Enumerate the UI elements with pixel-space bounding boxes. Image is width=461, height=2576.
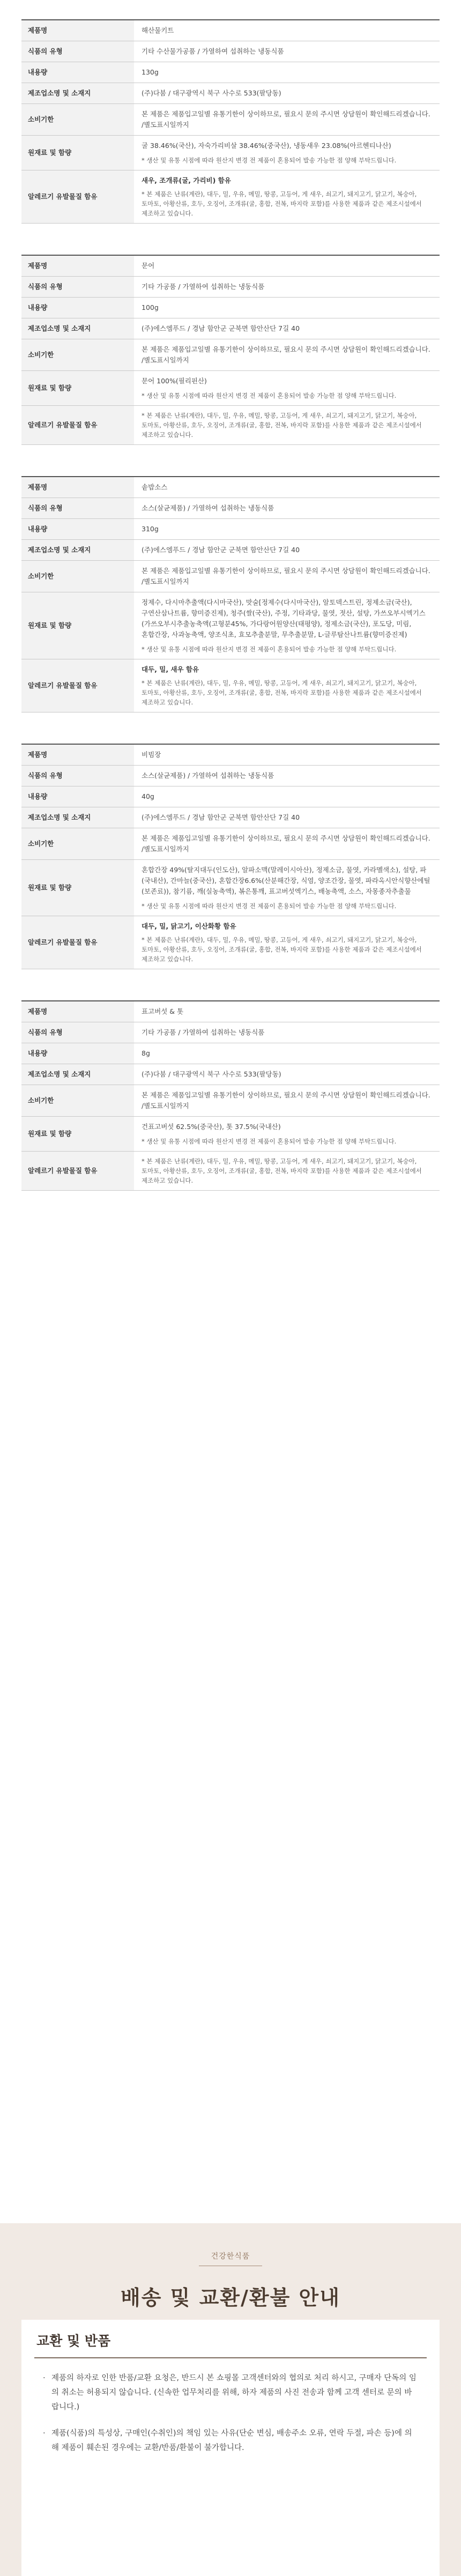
row-value: 해산물키트 bbox=[134, 20, 440, 41]
policy-card bbox=[21, 2320, 440, 2576]
row-label: 제조업소명 및 소재지 bbox=[21, 1064, 134, 1085]
row-label: 제조업소명 및 소재지 bbox=[21, 540, 134, 561]
row-label: 식품의 유형 bbox=[21, 1022, 134, 1043]
row-label: 내용량 bbox=[21, 519, 134, 540]
row-label: 제품명 bbox=[21, 477, 134, 498]
brand-label: 건강한식품 bbox=[211, 2252, 250, 2261]
shipping-policy-section bbox=[0, 2223, 461, 2576]
table-row bbox=[21, 136, 440, 170]
row-value: 310g bbox=[134, 519, 440, 540]
row-value: (주)에스엠푸드 / 경남 함안군 군북면 함안산단 7길 40 bbox=[134, 318, 440, 339]
table-row bbox=[21, 766, 440, 786]
table-row bbox=[21, 1001, 440, 1022]
row-label: 소비기한 bbox=[21, 828, 134, 860]
policy-text: 제품의 하자로 인한 반품/교환 요청은, 반드시 본 쇼핑몰 고객센터와의 협의로 처리 하시고, 구매자 단독의 임의 취소는 허용되지 않습니다. (신속한 업무처리를 위해, 하자 제품의 사진 전송과 함께 고객 센터로 문의 바랍니다.) bbox=[51, 2374, 417, 2411]
ingredients-cell bbox=[134, 1117, 440, 1152]
allergy-notice: * 본 제품은 난류(계란), 대두, 밀, 우유, 메밀, 땅콩, 고등어, 게 새우, 쇠고기, 돼지고기, 닭고기, 복숭아, 토마토, 아황산류, 호두, 오징어, 조개류(굴, 홍합, 전복, 바지락 포함)를 사용한 제품과 같은 제조시설에서 제조하고 있습니다. bbox=[142, 679, 422, 706]
table-row bbox=[21, 1022, 440, 1043]
row-label: 알레르기 유발물질 함유 bbox=[21, 170, 134, 224]
row-value: 130g bbox=[134, 62, 440, 83]
row-value: 기타 수산물가공품 / 가열하여 섭취하는 냉동식품 bbox=[134, 41, 440, 62]
table-row bbox=[21, 1117, 440, 1152]
row-value: 본 제품은 제품입고일별 유통기한이 상이하므로, 필요시 문의 주시면 상담원이 확인해드리겠습니다. /별도표시일까지 bbox=[134, 339, 440, 371]
table-row bbox=[21, 1064, 440, 1085]
row-value: 표고버섯 & 톳 bbox=[134, 1001, 440, 1022]
table-row bbox=[21, 786, 440, 807]
list-item bbox=[43, 2371, 418, 2415]
table-row bbox=[21, 744, 440, 766]
origin-notice: * 생산 및 유통 시점에 따라 원산지 변경 전 제품이 혼용되어 발송 가능한 점 양해 부탁드립니다. bbox=[142, 902, 397, 910]
allergy-notice: * 본 제품은 난류(계란), 대두, 밀, 우유, 메밀, 땅콩, 고등어, 게 새우, 쇠고기, 돼지고기, 닭고기, 복숭아, 토마토, 아황산류, 호두, 오징어, 조개류(굴, 홍합, 전복, 바지락 포함)를 사용한 제품과 같은 제조시설에서 제조하고 있습니다. bbox=[142, 936, 422, 963]
table-row bbox=[21, 20, 440, 41]
table-row bbox=[21, 659, 440, 712]
row-value: 8g bbox=[134, 1043, 440, 1064]
table-row bbox=[21, 561, 440, 592]
row-label: 알레르기 유발물질 함유 bbox=[21, 916, 134, 969]
row-label: 알레르기 유발물질 함유 bbox=[21, 659, 134, 712]
row-label: 제조업소명 및 소재지 bbox=[21, 318, 134, 339]
row-value: 소스(살균제품) / 가열하여 섭취하는 냉동식품 bbox=[134, 498, 440, 519]
ingredients-cell bbox=[134, 592, 440, 659]
product-info-table bbox=[21, 19, 440, 224]
allergy-cell bbox=[134, 406, 440, 445]
row-label: 식품의 유형 bbox=[21, 41, 134, 62]
card-title: 교환 및 반품 bbox=[36, 2333, 111, 2349]
row-value: (주)다붐 / 대구광역시 북구 사수로 533(팔당동) bbox=[134, 83, 440, 104]
row-label: 내용량 bbox=[21, 1043, 134, 1064]
allergy-notice: * 본 제품은 난류(계란), 대두, 밀, 우유, 메밀, 땅콩, 고등어, 게 새우, 쇠고기, 돼지고기, 닭고기, 복숭아, 토마토, 아황산류, 호두, 오징어, 조개류(굴, 홍합, 전복, 바지락 포함)를 사용한 제품과 같은 제조시설에서 제조하고 있습니다. bbox=[142, 412, 422, 439]
allergy-notice: * 본 제품은 난류(계란), 대두, 밀, 우유, 메밀, 땅콩, 고등어, 게 새우, 쇠고기, 돼지고기, 닭고기, 복숭아, 토마토, 아황산류, 호두, 오징어, 조개류(굴, 홍합, 전복, 바지락 포함)를 사용한 제품과 같은 제조시설에서 제조하고 있습니다. bbox=[142, 190, 422, 217]
table-row bbox=[21, 371, 440, 406]
row-label: 제조업소명 및 소재지 bbox=[21, 83, 134, 104]
allergy-cell bbox=[134, 170, 440, 224]
row-label: 제품명 bbox=[21, 1001, 134, 1022]
allergy-title: 새우, 조개류(굴, 가리비) 함유 bbox=[142, 176, 231, 184]
ingredients-text: 건표고버섯 62.5%(중국산), 톳 37.5%(국내산) bbox=[142, 1123, 281, 1131]
table-row bbox=[21, 540, 440, 561]
row-label: 내용량 bbox=[21, 62, 134, 83]
row-label: 제품명 bbox=[21, 744, 134, 766]
table-row bbox=[21, 1085, 440, 1117]
row-label: 내용량 bbox=[21, 298, 134, 318]
allergy-title: 대두, 밀, 새우 함유 bbox=[142, 665, 199, 673]
row-value: 본 제품은 제품입고일별 유통기한이 상이하므로, 필요시 문의 주시면 상담원이 확인해드리겠습니다. /별도표시일까지 bbox=[134, 1085, 440, 1117]
ingredients-text: 혼합간장 49%(탈지대두(인도산), 알파소맥(말레이시아산), 정제소금, 물엿, 카라멜색소), 설탕, 파(국내산), 간마늘(중국산), 혼합간장6.6%(산분해간장, 식염, 양조간장, 물엿, 파라옥시안식향산에틸(보존료)), 참기름, 깨(실농축액), 볶은통깨, 표고버섯엑기스, 배농축액, 소스, 자몽종자추출물 bbox=[142, 866, 430, 895]
table-row bbox=[21, 406, 440, 445]
row-label: 제품명 bbox=[21, 20, 134, 41]
row-value: (주)에스엠푸드 / 경남 함안군 군북면 함안산단 7길 40 bbox=[134, 540, 440, 561]
origin-notice: * 생산 및 유통 시점에 따라 원산지 변경 전 제품이 혼용되어 발송 가능한 점 양해 부탁드립니다. bbox=[142, 392, 397, 399]
table-row bbox=[21, 298, 440, 318]
origin-notice: * 생산 및 유통 시점에 따라 원산지 변경 전 제품이 혼용되어 발송 가능한 점 양해 부탁드립니다. bbox=[142, 1138, 397, 1145]
row-value: 100g bbox=[134, 298, 440, 318]
policy-list bbox=[43, 2371, 418, 2455]
table-row bbox=[21, 592, 440, 659]
row-label: 원재료 및 함량 bbox=[21, 136, 134, 170]
product-info-table bbox=[21, 476, 440, 712]
ingredients-cell bbox=[134, 371, 440, 406]
allergy-title: 대두, 밀, 닭고기, 이산화황 함유 bbox=[142, 922, 236, 930]
row-value: 문어 bbox=[134, 255, 440, 277]
bullet-icon: · bbox=[43, 2374, 46, 2382]
row-label: 소비기한 bbox=[21, 339, 134, 371]
table-row bbox=[21, 519, 440, 540]
product-info-table bbox=[21, 255, 440, 445]
allergy-cell bbox=[134, 659, 440, 712]
row-value: 본 제품은 제품입고일별 유통기한이 상이하므로, 필요시 문의 주시면 상담원이 확인해드리겠습니다. /별도표시일까지 bbox=[134, 104, 440, 136]
row-label: 내용량 bbox=[21, 786, 134, 807]
row-label: 식품의 유형 bbox=[21, 766, 134, 786]
table-row bbox=[21, 916, 440, 969]
table-row bbox=[21, 339, 440, 371]
row-value: 본 제품은 제품입고일별 유통기한이 상이하므로, 필요시 문의 주시면 상담원이 확인해드리겠습니다. /별도표시일까지 bbox=[134, 828, 440, 860]
row-label: 소비기한 bbox=[21, 1085, 134, 1117]
row-value: 솥밥소스 bbox=[134, 477, 440, 498]
table-row bbox=[21, 860, 440, 916]
table-row bbox=[21, 318, 440, 339]
row-value: 40g bbox=[134, 786, 440, 807]
row-label: 원재료 및 함량 bbox=[21, 592, 134, 659]
table-row bbox=[21, 277, 440, 298]
table-row bbox=[21, 41, 440, 62]
row-value: 기타 가공품 / 가열하여 섭취하는 냉동식품 bbox=[134, 1022, 440, 1043]
row-value: (주)다붐 / 대구광역시 북구 사수로 533(팔당동) bbox=[134, 1064, 440, 1085]
row-label: 원재료 및 함량 bbox=[21, 860, 134, 916]
row-value: 비빔장 bbox=[134, 744, 440, 766]
table-row bbox=[21, 62, 440, 83]
row-value: (주)에스엠푸드 / 경남 함안군 군북면 함안산단 7길 40 bbox=[134, 807, 440, 828]
allergy-notice: * 본 제품은 난류(계란), 대두, 밀, 우유, 메밀, 땅콩, 고등어, 게 새우, 쇠고기, 돼지고기, 닭고기, 복숭아, 토마토, 아황산류, 호두, 오징어, 조개류(굴, 홍합, 전복, 바지락 포함)를 사용한 제품과 같은 제조시설에서 제조하고 있습니다. bbox=[142, 1157, 422, 1184]
row-label: 소비기한 bbox=[21, 104, 134, 136]
list-item bbox=[43, 2426, 418, 2455]
table-row bbox=[21, 828, 440, 860]
row-label: 식품의 유형 bbox=[21, 277, 134, 298]
row-label: 알레르기 유발물질 함유 bbox=[21, 406, 134, 445]
table-row bbox=[21, 170, 440, 224]
row-value: 본 제품은 제품입고일별 유통기한이 상이하므로, 필요시 문의 주시면 상담원이 확인해드리겠습니다. /별도표시일까지 bbox=[134, 561, 440, 592]
product-info-table bbox=[21, 1000, 440, 1191]
product-info-section bbox=[0, 0, 461, 1191]
ingredients-text: 문어 100%(필리핀산) bbox=[142, 377, 207, 385]
allergy-cell bbox=[134, 916, 440, 969]
table-row bbox=[21, 477, 440, 498]
table-row bbox=[21, 807, 440, 828]
ingredients-cell bbox=[134, 136, 440, 170]
table-row bbox=[21, 255, 440, 277]
row-label: 알레르기 유발물질 함유 bbox=[21, 1152, 134, 1191]
table-row bbox=[21, 498, 440, 519]
row-label: 제조업소명 및 소재지 bbox=[21, 807, 134, 828]
table-row bbox=[21, 83, 440, 104]
table-row bbox=[21, 104, 440, 136]
bullet-icon: · bbox=[43, 2429, 46, 2438]
ingredients-text: 굴 38.46%(국산), 자숙가리비살 38.46%(중국산), 냉동새우 23.08%(아르헨티나산) bbox=[142, 142, 391, 150]
product-info-table bbox=[21, 744, 440, 969]
allergy-cell bbox=[134, 1152, 440, 1191]
row-label: 식품의 유형 bbox=[21, 498, 134, 519]
row-label: 원재료 및 함량 bbox=[21, 371, 134, 406]
origin-notice: * 생산 및 유통 시점에 따라 원산지 변경 전 제품이 혼용되어 발송 가능한 점 양해 부탁드립니다. bbox=[142, 645, 397, 653]
row-label: 제품명 bbox=[21, 255, 134, 277]
policy-text: 제품(식품)의 특성상, 구매인(수취인)의 책임 있는 사유(단순 변심, 배송주소 오류, 연락 두절, 파손 등)에 의해 제품이 훼손된 경우에는 교환/반품/환불이 불가합니다. bbox=[51, 2429, 412, 2452]
policy-heading: 배송 및 교환/환불 안내 bbox=[121, 2286, 340, 2310]
row-label: 원재료 및 함량 bbox=[21, 1117, 134, 1152]
ingredients-text: 정제수, 다시마추출액(다시마국산), 맛술[정제수(다시마국산), 알토덱스트린, 정제소금(국산), 구연산삼나트륨, 향미증진제), 청주(쌀(국산), 주정, 기타과당, 물엿, 젓산, 설탕, 가쓰오부시엑기스(가쓰오부시추출농축액(고형분45%, 가다랑어원양산(태평양), 정제소금(국산), 포도당, 미림, 혼합간장, 사과농축액, 양조식초, 효모추출분말, 무추출분말, L-글루탐산나트륨(향미증진제) bbox=[142, 598, 426, 639]
card-divider bbox=[34, 2357, 427, 2358]
origin-notice: * 생산 및 유통 시점에 따라 원산지 변경 전 제품이 혼용되어 발송 가능한 점 양해 부탁드립니다. bbox=[142, 157, 397, 164]
row-value: 소스(살균제품) / 가열하여 섭취하는 냉동식품 bbox=[134, 766, 440, 786]
table-row bbox=[21, 1152, 440, 1191]
row-value: 기타 가공품 / 가열하여 섭취하는 냉동식품 bbox=[134, 277, 440, 298]
table-row bbox=[21, 1043, 440, 1064]
row-label: 소비기한 bbox=[21, 561, 134, 592]
ingredients-cell bbox=[134, 860, 440, 916]
